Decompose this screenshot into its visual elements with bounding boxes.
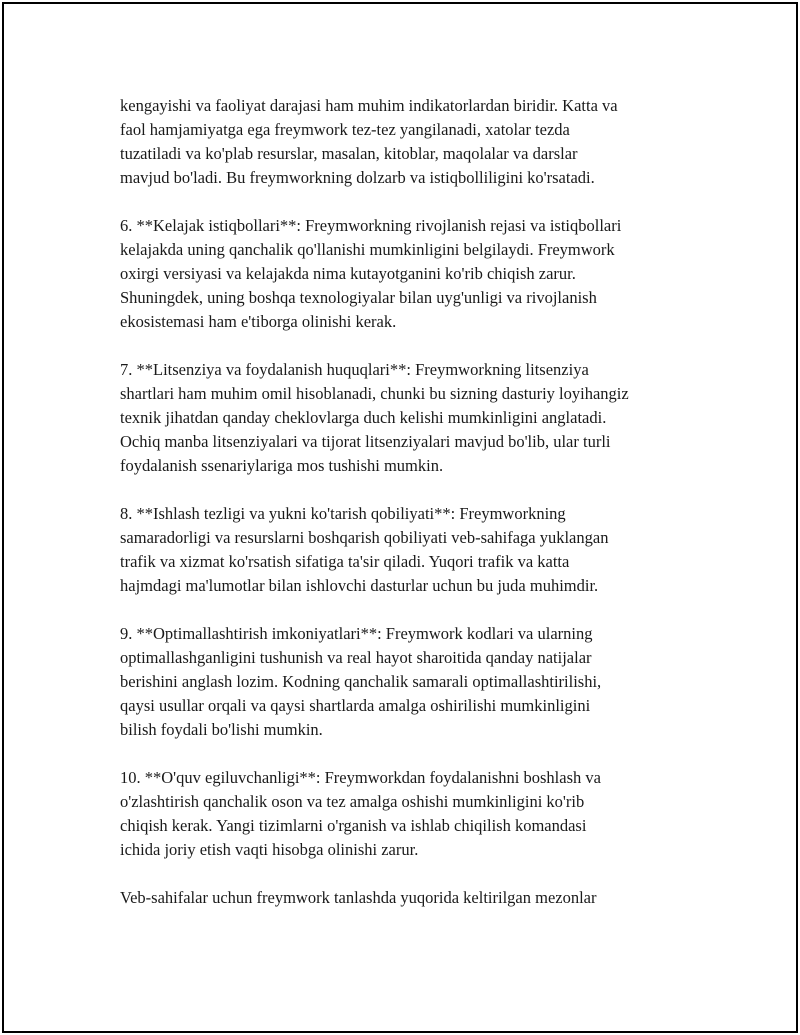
text-line: hajmdagi ma'lumotlar bilan ishlovchi dasturlar uchun bu juda muhimdir. [120,576,599,595]
text-line: Shuningdek, uning boshqa texnologiyalar bilan uyg'unligi va rivojlanish [120,288,597,307]
text-line: qaysi usullar orqali va qaysi shartlarda amalga oshirilishi mumkinligini [120,696,591,715]
text-line: chiqish kerak. Yangi tizimlarni o'rganish va ishlab chiqilish komandasi [120,816,587,835]
text-line: texnik jihatdan qanday cheklovlarga duch kelishi mumkinligini anglatadi. [120,408,607,427]
paragraph-item-9 [120,622,700,742]
text-line: 8. **Ishlash tezligi va yukni ko'tarish qobiliyati**: Freymworkning [120,504,566,523]
paragraph-item-7 [120,358,700,478]
text-line: mavjud bo'ladi. Bu freymworkning dolzarb va istiqbolliligini ko'rsatadi. [120,168,595,187]
text-line: samaradorligi va resurslarni boshqarish qobiliyati veb-sahifaga yuklangan [120,528,609,547]
text-line: 7. **Litsenziya va foydalanish huquqlari**: Freymworkning litsenziya [120,360,589,379]
text-line: shartlari ham muhim omil hisoblanadi, chunki bu sizning dasturiy loyihangiz [120,384,629,403]
text-line: Veb-sahifalar uchun freymwork tanlashda yuqorida keltirilgan mezonlar [120,888,597,907]
paragraph-conclusion [120,886,700,910]
document-page [2,2,798,1033]
text-line: 9. **Optimallashtirish imkoniyatlari**: Freymwork kodlari va ularning [120,624,593,643]
text-line: faol hamjamiyatga ega freymwork tez-tez yangilanadi, xatolar tezda [120,120,570,139]
text-line: Ochiq manba litsenziyalari va tijorat litsenziyalari mavjud bo'lib, ular turli [120,432,611,451]
text-line: berishini anglash lozim. Kodning qanchalik samarali optimallashtirilishi, [120,672,602,691]
text-line: 6. **Kelajak istiqbollari**: Freymworkning rivojlanish rejasi va istiqbollari [120,216,622,235]
paragraph-item-6 [120,214,700,334]
text-line: foydalanish ssenariylariga mos tushishi mumkin. [120,456,444,475]
text-line: 10. **O'quv egiluvchanligi**: Freymworkdan foydalanishni boshlash va [120,768,601,787]
text-line: kelajakda uning qanchalik qo'llanishi mumkinligini belgilaydi. Freymwork [120,240,615,259]
text-line: tuzatiladi va ko'plab resurslar, masalan, kitoblar, maqolalar va darslar [120,144,578,163]
text-line: bilish foydali bo'lishi mumkin. [120,720,323,739]
paragraph-community [120,94,700,190]
paragraph-item-8 [120,502,700,598]
text-line: optimallashganligini tushunish va real hayot sharoitida qanday natijalar [120,648,592,667]
text-line: o'zlashtirish qanchalik oson va tez amalga oshishi mumkinligini ko'rib [120,792,585,811]
text-line: trafik va xizmat ko'rsatish sifatiga ta'sir qiladi. Yuqori trafik va katta [120,552,570,571]
document-body [120,94,700,934]
text-line: oxirgi versiyasi va kelajakda nima kutayotganini ko'rib chiqish zarur. [120,264,576,283]
paragraph-item-10 [120,766,700,862]
text-line: ichida joriy etish vaqti hisobga olinishi zarur. [120,840,419,859]
text-line: kengayishi va faoliyat darajasi ham muhim indikatorlardan biridir. Katta va [120,96,618,115]
text-line: ekosistemasi ham e'tiborga olinishi kerak. [120,312,397,331]
